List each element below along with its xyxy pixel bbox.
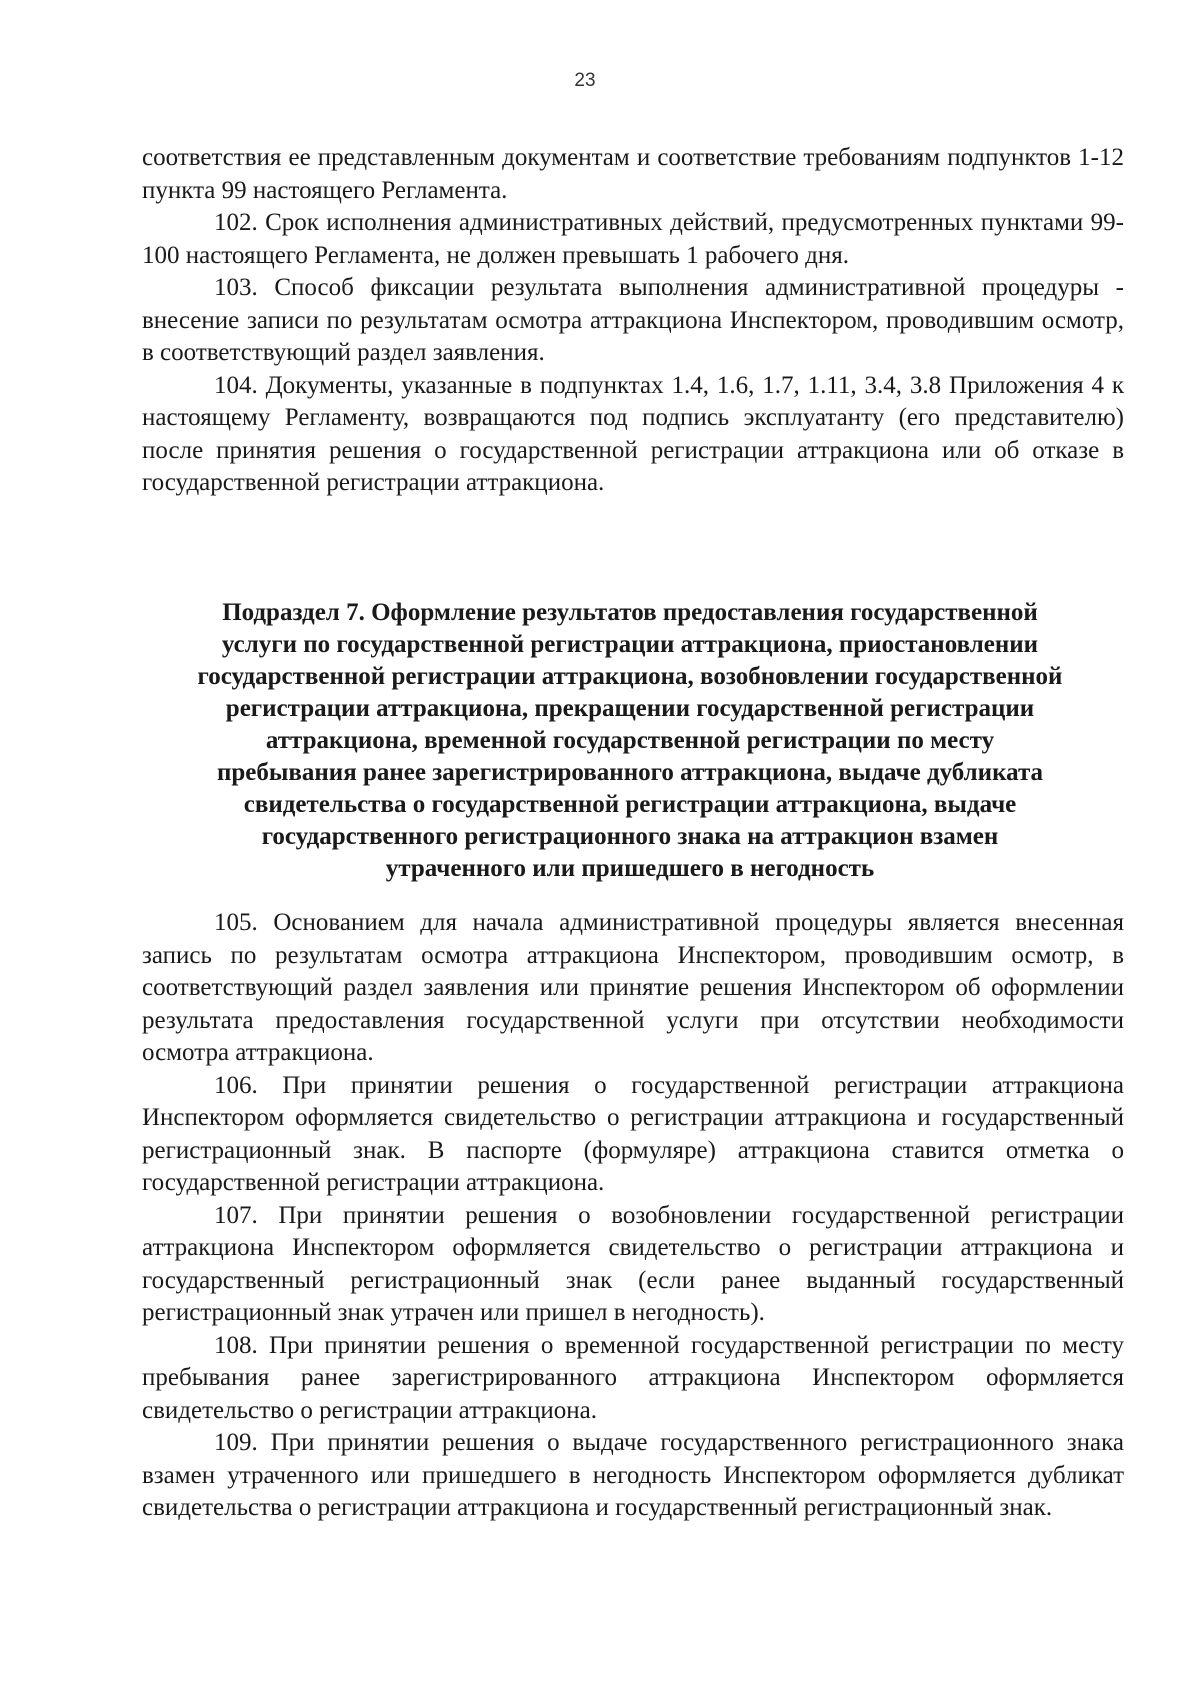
paragraph-109: 109. При принятии решения о выдаче государственного регистрационного знака взамен утраченного или пришедшего в негодность Инспектором оформляется дубликат свидетельства о регистрации аттракциона и государственный регистрационный знак.	[142, 1429, 1124, 1521]
heading-line: утраченного или пришедшего в негодность	[385, 855, 875, 882]
paragraph-continuation: соответствия ее представленным документам и соответствие требованиям подпунктов 1-12 пункта 99 настоящего Регламента.	[142, 144, 1124, 204]
top-text-block	[142, 142, 1124, 500]
bottom-text-block	[142, 907, 1124, 1525]
page-number: 23	[574, 70, 596, 91]
heading-line: пребывания ранее зарегистрированного аттракциона, выдаче дубликата	[216, 759, 1044, 786]
heading-line: государственной регистрации аттракциона, возобновлении государственной	[197, 663, 1063, 690]
paragraph-107: 107. При принятии решения о возобновлении государственной регистрации аттракциона Инспектором оформляется свидетельство о регистрации аттракциона и государственный регистрационный знак (если ранее выданный государственный регистрационный знак утрачен или пришел в негодность).	[142, 1201, 1124, 1326]
heading-line: услуги по государственной регистрации аттракциона, приостановлении	[221, 631, 1039, 658]
heading-line: аттракциона, временной государственной регистрации по месту	[265, 727, 995, 754]
section-heading	[130, 597, 1130, 885]
heading-line: Подраздел 7. Оформление результатов предоставления государственной	[222, 599, 1038, 626]
paragraph-105: 105. Основанием для начала административной процедуры является внесенная запись по результатам осмотра аттракциона Инспектором, проводившим осмотр, в соответствующий раздел заявления или принятие решения Инспектором об оформлении результата предоставления государственной услуги при отсутствии необходимости осмотра аттракциона.	[142, 909, 1124, 1066]
paragraph-103: 103. Способ фиксации результата выполнения административной процедуры - внесение записи по результатам осмотра аттракциона Инспектором, проводившим осмотр, в соответствующий раздел заявления.	[142, 274, 1124, 366]
heading-line: регистрации аттракциона, прекращении государственной регистрации	[225, 695, 1035, 722]
paragraph-106: 106. При принятии решения о государственной регистрации аттракциона Инспектором оформляется свидетельство о регистрации аттракциона и государственный регистрационный знак. В паспорте (формуляре) аттракциона ставится отметка о государственной регистрации аттракциона.	[142, 1071, 1124, 1196]
heading-line: свидетельства о государственной регистрации аттракциона, выдаче	[243, 791, 1017, 818]
paragraph-104: 104. Документы, указанные в подпунктах 1.4, 1.6, 1.7, 1.11, 3.4, 3.8 Приложения 4 к настоящему Регламенту, возвращаются под подпись эксплуатанту (его представителю) после принятия решения о государственной регистрации аттракциона или об отказе в государственной регистрации аттракциона.	[142, 371, 1124, 496]
paragraph-102: 102. Срок исполнения административных действий, предусмотренных пунктами 99-100 настоящего Регламента, не должен превышать 1 рабочего дня.	[142, 209, 1124, 269]
paragraph-108: 108. При принятии решения о временной государственной регистрации по месту пребывания ранее зарегистрированного аттракциона Инспектором оформляется свидетельство о регистрации аттракциона.	[142, 1331, 1124, 1424]
heading-line: государственного регистрационного знака на аттракцион взамен	[261, 823, 999, 850]
